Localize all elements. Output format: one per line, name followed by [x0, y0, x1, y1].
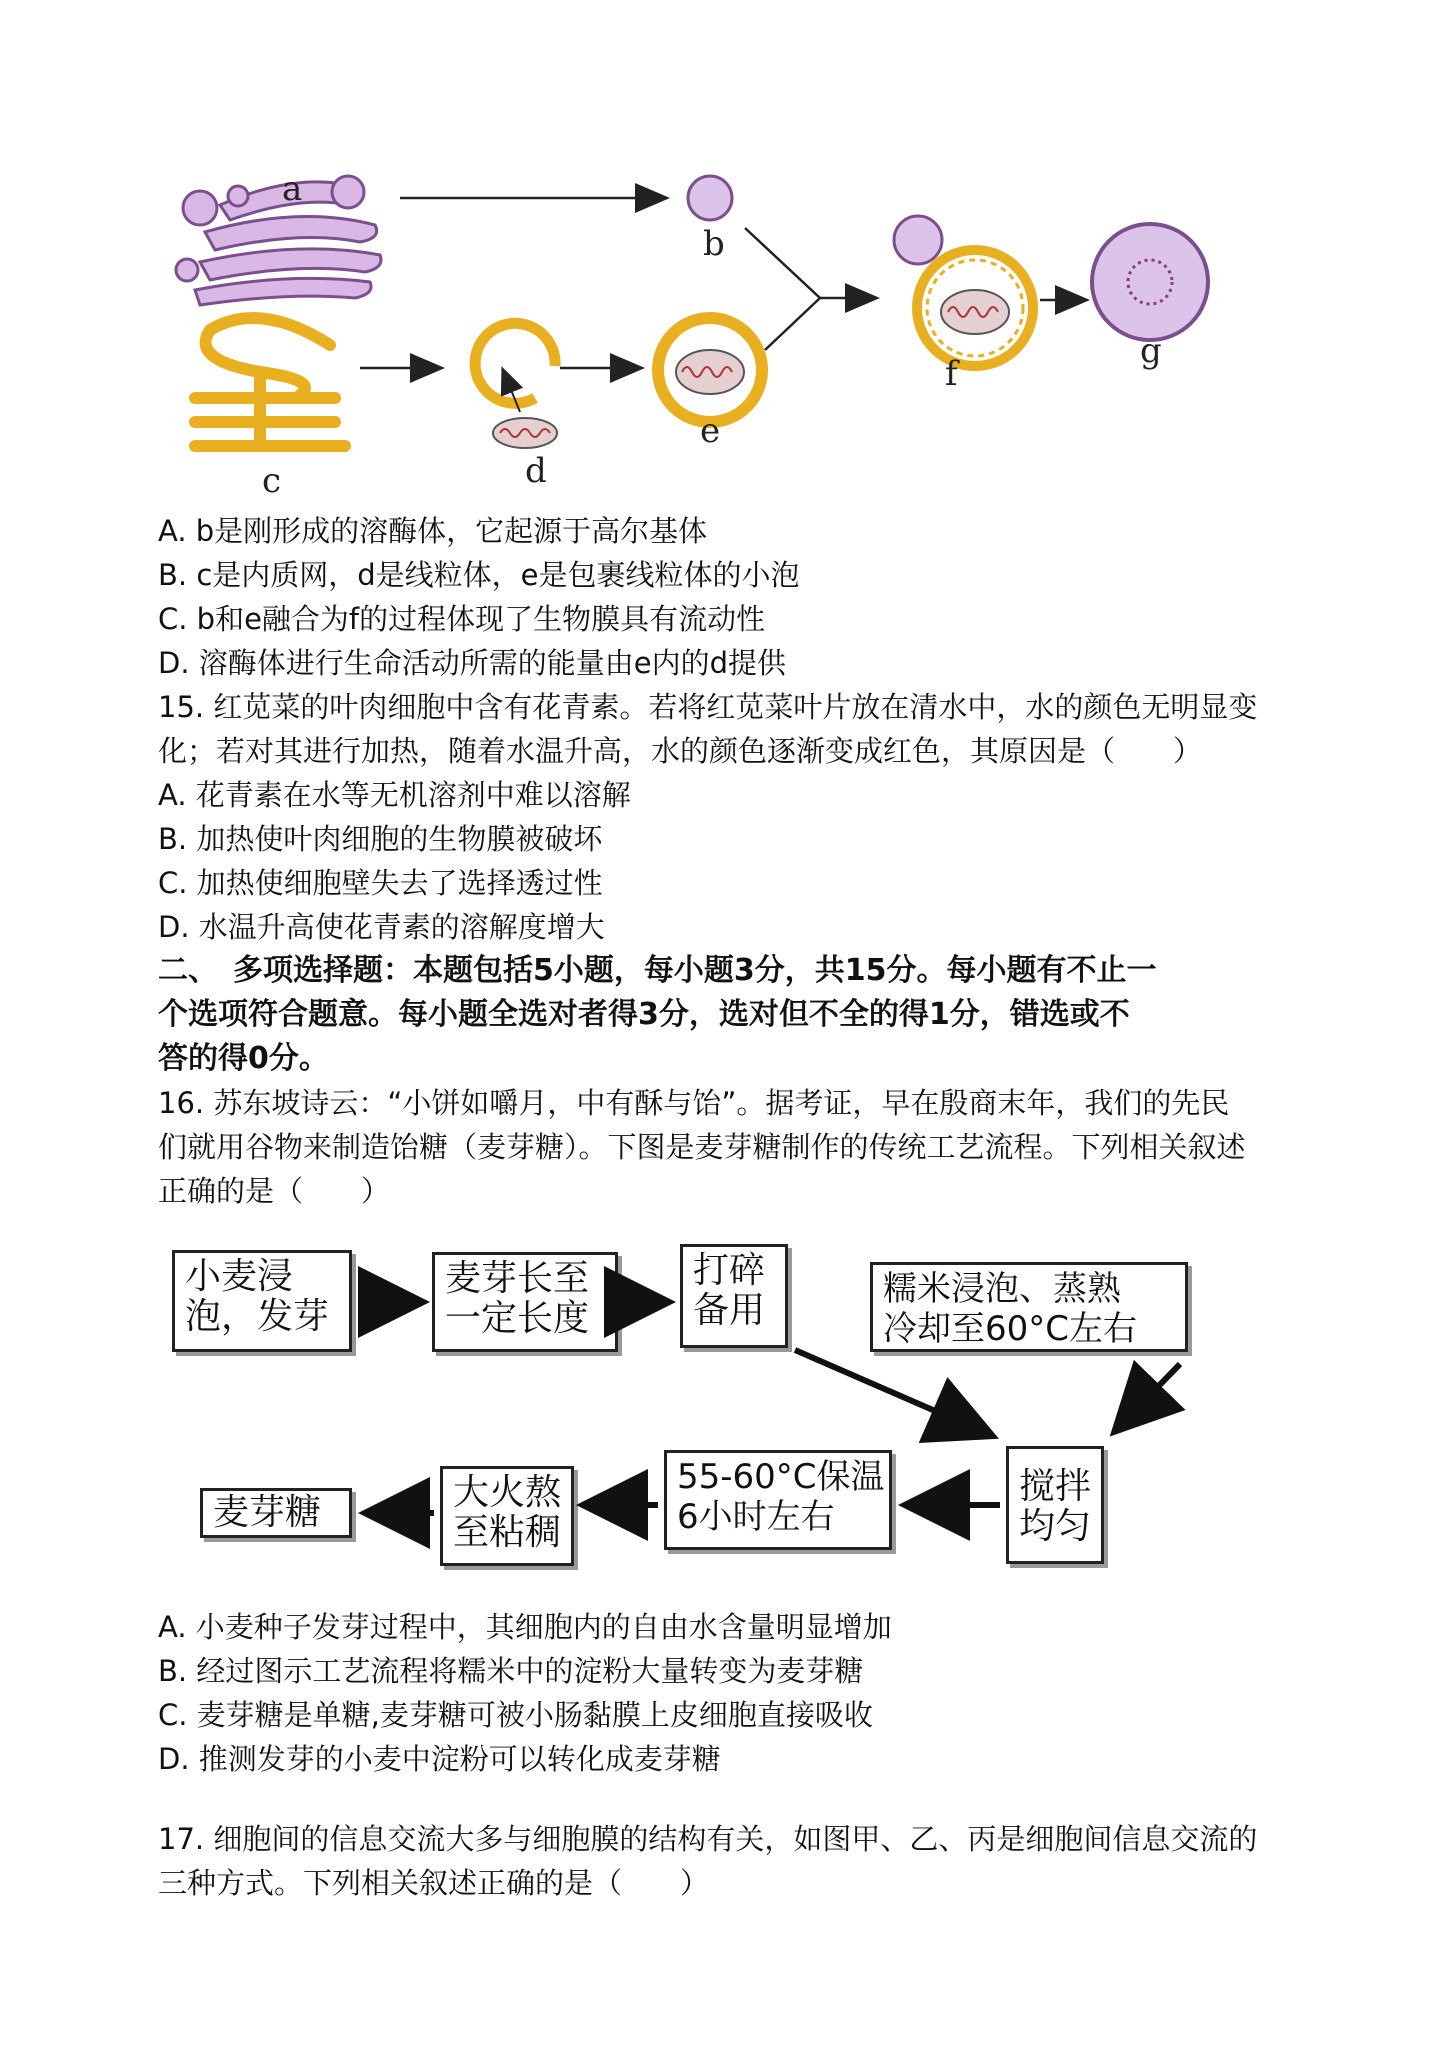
q15-option-c: C. 加热使细胞壁失去了选择透过性 [158, 866, 603, 900]
label-g: g [1140, 331, 1162, 371]
endoplasmic-reticulum [195, 318, 345, 446]
flow-step-maltose: 麦芽糖 [200, 1488, 352, 1538]
fusion-f [894, 216, 1033, 366]
flow-step-keep-warm: 55-60°C保温 6小时左右 [664, 1450, 892, 1550]
q16-option-c: C. 麦芽糖是单糖,麦芽糖可被小肠黏膜上皮细胞直接吸收 [158, 1698, 873, 1732]
q14-option-c: C. b和e融合为f的过程体现了生物膜具有流动性 [158, 602, 766, 636]
q15-option-b: B. 加热使叶肉细胞的生物膜被破坏 [158, 822, 603, 856]
golgi-apparatus [176, 176, 381, 305]
q16-option-a: A. 小麦种子发芽过程中，其细胞内的自由水含量明显增加 [158, 1610, 892, 1644]
label-a: a [282, 169, 303, 209]
flow-step-boil: 大火熬 至粘稠 [440, 1466, 574, 1566]
q16-stem-line1: 16. 苏东坡诗云：“小饼如嚼月，中有酥与饴”。据考证，早在殷商末年，我们的先民 [158, 1086, 1230, 1120]
autophagy-diagram [0, 0, 1448, 500]
vesicle-e [658, 318, 762, 422]
q16-option-d: D. 推测发芽的小麦中淀粉可以转化成麦芽糖 [158, 1742, 721, 1776]
q14-option-b: B. c是内质网，d是线粒体，e是包裹线粒体的小泡 [158, 558, 800, 592]
flow-step-sprout-length: 麦芽长至 一定长度 [432, 1252, 618, 1352]
q15-option-d: D. 水温升高使花青素的溶解度增大 [158, 910, 605, 944]
label-f: f [945, 354, 958, 394]
flow-step-stir: 搅拌 均匀 [1006, 1446, 1104, 1564]
flow-step-soak-wheat: 小麦浸 泡，发芽 [172, 1250, 352, 1352]
q16-stem-line2: 们就用谷物来制造饴糖（麦芽糖）。下图是麦芽糖制作的传统工艺流程。下列相关叙述 [158, 1130, 1246, 1164]
digested-g [1092, 224, 1208, 340]
q15-option-a: A. 花青素在水等无机溶剂中难以溶解 [158, 778, 631, 812]
q17-stem-line2: 三种方式。下列相关叙述正确的是（ ） [158, 1866, 710, 1900]
mitochondrion-d [493, 418, 557, 448]
forming-vesicle [475, 323, 555, 403]
q16-stem-line3: 正确的是（ ） [158, 1174, 391, 1208]
flow-step-crush: 打碎 备用 [680, 1244, 788, 1348]
label-c: c [262, 461, 282, 500]
q15-stem-line2: 化；若对其进行加热，随着水温升高，水的颜色逐渐变成红色，其原因是（ ） [158, 734, 1203, 768]
q17-stem-line1: 17. 细胞间的信息交流大多与细胞膜的结构有关，如图甲、乙、丙是细胞间信息交流的 [158, 1822, 1258, 1856]
q14-option-d: D. 溶酶体进行生命活动所需的能量由e内的d提供 [158, 646, 787, 680]
lysosome-b [688, 176, 732, 220]
section2-line3: 答的得0分。 [158, 1041, 329, 1076]
q16-option-b: B. 经过图示工艺流程将糯米中的淀粉大量转变为麦芽糖 [158, 1654, 864, 1688]
label-b: b [703, 224, 725, 264]
section2-line1: 二、 多项选择题：本题包括5小题，每小题3分，共15分。每小题有不止一 [158, 953, 1157, 988]
flow-step-glutinous-rice: 糯米浸泡、蒸熟 冷却至60°C左右 [870, 1262, 1188, 1352]
label-e: e [700, 411, 721, 451]
label-d: d [525, 451, 547, 491]
q15-stem-line1: 15. 红苋菜的叶肉细胞中含有花青素。若将红苋菜叶片放在清水中，水的颜色无明显变 [158, 690, 1258, 724]
q14-option-a: A. b是刚形成的溶酶体，它起源于高尔基体 [158, 514, 708, 548]
section2-line2: 个选项符合题意。每小题全选对者得3分，选对但不全的得1分，错选或不 [158, 997, 1130, 1032]
